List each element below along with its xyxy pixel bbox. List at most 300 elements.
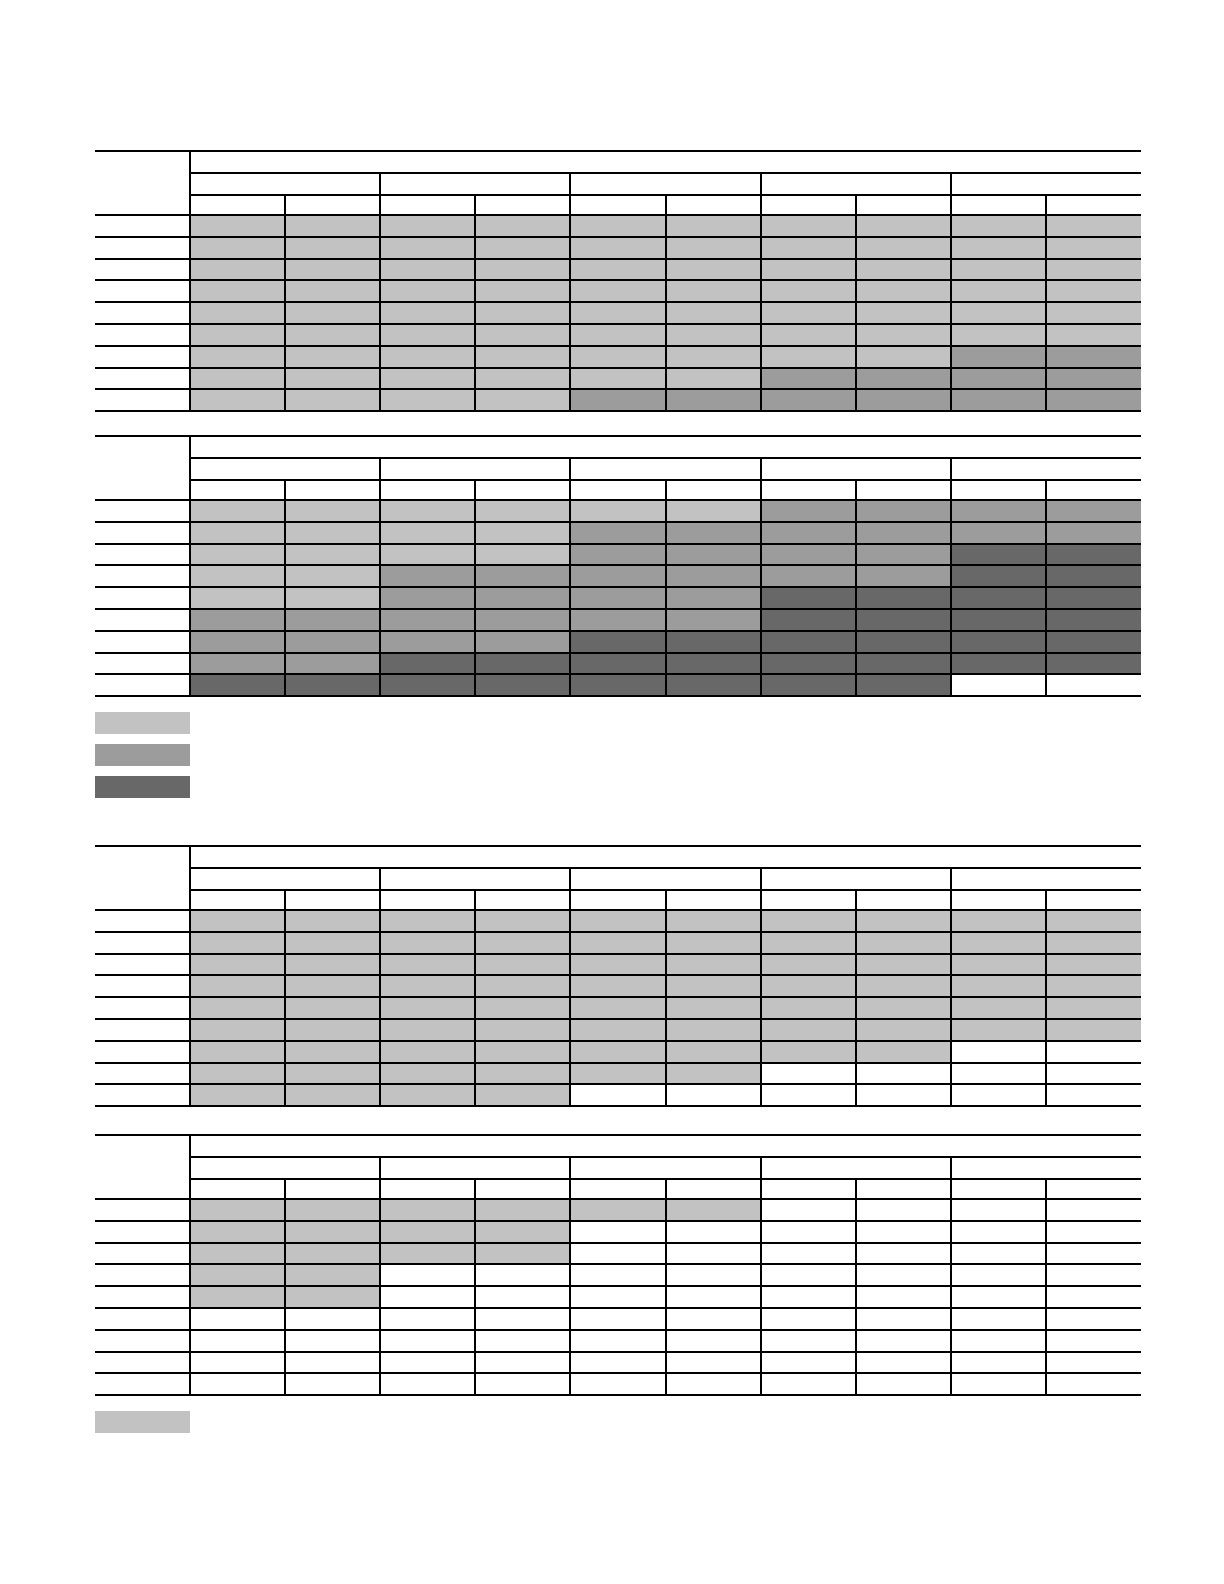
table-2-cell — [190, 544, 285, 566]
table-4-label-divider — [189, 1134, 191, 1395]
table-2-row-rule — [95, 564, 1141, 566]
table-3-cell — [951, 975, 1046, 997]
table-1-cell — [1046, 237, 1141, 259]
table-3-cell — [285, 997, 380, 1019]
table-1-cell — [951, 259, 1046, 281]
table-1-cell — [761, 259, 856, 281]
table-3-cell — [570, 954, 665, 976]
table-2-cell — [666, 544, 761, 566]
table-1-cell — [380, 237, 475, 259]
table-1-cell — [475, 346, 570, 368]
table-1-label-divider — [189, 150, 191, 411]
table-2-cell — [951, 609, 1046, 631]
table-1-cell — [761, 237, 856, 259]
table-2-cell — [761, 609, 856, 631]
table-1-cell — [190, 215, 285, 237]
table-4-sub-divider — [1045, 1178, 1047, 1395]
table-1-group-divider — [950, 172, 952, 411]
table-3-cell — [666, 975, 761, 997]
table-2-cell — [475, 674, 570, 696]
table-2-cell — [761, 587, 856, 609]
table-1-cell — [570, 346, 665, 368]
table-2-cell — [190, 631, 285, 653]
table-3-cell — [570, 975, 665, 997]
table-3-cell — [190, 997, 285, 1019]
table-2-row-rule — [95, 521, 1141, 523]
table-2-cell — [475, 500, 570, 522]
table-1-cell — [475, 368, 570, 390]
table-3-cell — [475, 975, 570, 997]
table-1-cell — [761, 324, 856, 346]
table-3-cell — [1046, 910, 1141, 932]
table-2-cell — [1046, 609, 1141, 631]
table-3-cell — [475, 910, 570, 932]
table-3-cell — [380, 932, 475, 954]
table-4-cell — [475, 1199, 570, 1221]
table-2-cell — [856, 587, 951, 609]
table-2-cell — [570, 565, 665, 587]
table-1-group-divider — [760, 172, 762, 411]
table-3-cell — [856, 975, 951, 997]
table-2-row-rule — [95, 586, 1141, 588]
table-4-row-rule — [95, 1263, 1141, 1265]
table-2-cell — [475, 587, 570, 609]
table-3-cell — [570, 1063, 665, 1085]
legend-swatch-L — [95, 1411, 190, 1433]
table-1-row-rule — [95, 345, 1141, 347]
table-3-cell — [190, 1063, 285, 1085]
table-2-cell — [761, 653, 856, 675]
table-1-cell — [475, 237, 570, 259]
table-2-cell — [856, 544, 951, 566]
table-2-cell — [190, 674, 285, 696]
table-3-cell — [1046, 997, 1141, 1019]
table-2-cell — [951, 522, 1046, 544]
table-1-cell — [1046, 302, 1141, 324]
table-2-cell — [666, 609, 761, 631]
table-2-cell — [1046, 653, 1141, 675]
table-2-cell — [380, 653, 475, 675]
table-2-cell — [380, 674, 475, 696]
table-2-cell — [856, 653, 951, 675]
table-4-sub-divider — [474, 1178, 476, 1395]
table-3-sub-divider — [1045, 889, 1047, 1106]
table-1-cell — [285, 237, 380, 259]
table-3-cell — [951, 932, 1046, 954]
table-1-cell — [666, 215, 761, 237]
table-2-sub-divider — [284, 479, 286, 696]
table-2-cell — [951, 653, 1046, 675]
table-3-cell — [951, 954, 1046, 976]
table-1-cell — [285, 346, 380, 368]
table-3-cell — [666, 1063, 761, 1085]
table-3-cell — [570, 932, 665, 954]
table-2-row-rule — [95, 608, 1141, 610]
table-3-row-rule — [95, 1105, 1141, 1107]
table-2-cell — [761, 631, 856, 653]
table-3-cell — [856, 954, 951, 976]
table-2-cell — [380, 544, 475, 566]
table-1-sub-divider — [474, 194, 476, 411]
table-3-cell — [190, 910, 285, 932]
table-3-top-rule — [95, 845, 1141, 847]
table-1-cell — [190, 324, 285, 346]
table-1-cell — [190, 280, 285, 302]
table-1-cell — [666, 280, 761, 302]
table-2-group-rule — [190, 457, 1141, 459]
table-3-cell — [475, 1084, 570, 1106]
table-2-group-divider — [379, 457, 381, 696]
table-2-cell — [666, 587, 761, 609]
table-1-row-rule — [95, 279, 1141, 281]
table-4-row-rule — [95, 1220, 1141, 1222]
table-1-cell — [570, 302, 665, 324]
table-1-cell — [570, 237, 665, 259]
table-2-cell — [951, 544, 1046, 566]
table-1-cell — [475, 215, 570, 237]
table-2-cell — [856, 565, 951, 587]
table-3-sub-divider — [855, 889, 857, 1106]
table-1-cell — [856, 346, 951, 368]
table-4-group-divider — [569, 1156, 571, 1395]
table-1-cell — [666, 346, 761, 368]
table-1-cell — [761, 215, 856, 237]
table-2-cell — [570, 522, 665, 544]
table-3-row-rule — [95, 1062, 1141, 1064]
table-1-cell — [666, 302, 761, 324]
table-4-group-divider — [950, 1156, 952, 1395]
table-2-cell — [190, 609, 285, 631]
table-1-cell — [475, 302, 570, 324]
table-1-cell — [1046, 368, 1141, 390]
table-4-cell — [285, 1199, 380, 1221]
table-2-cell — [1046, 587, 1141, 609]
legend-swatch-L — [95, 712, 190, 734]
table-3-cell — [475, 1063, 570, 1085]
table-3-cell — [380, 1084, 475, 1106]
table-3-cell — [570, 1041, 665, 1063]
table-1-cell — [951, 280, 1046, 302]
table-4-cell — [190, 1199, 285, 1221]
table-1-cell — [666, 324, 761, 346]
table-3-cell — [1046, 932, 1141, 954]
table-3-cell — [285, 1063, 380, 1085]
table-2-cell — [666, 565, 761, 587]
table-3-row-rule — [95, 996, 1141, 998]
table-2-cell — [285, 500, 380, 522]
table-2-cell — [856, 500, 951, 522]
table-2-cell — [380, 522, 475, 544]
table-3-cell — [380, 997, 475, 1019]
table-1-sub-divider — [855, 194, 857, 411]
table-1-cell — [856, 259, 951, 281]
table-2-row-rule — [95, 652, 1141, 654]
table-3-group-rule — [190, 867, 1141, 869]
table-3-cell — [190, 954, 285, 976]
table-1-row-rule — [95, 410, 1141, 412]
table-3-cell — [475, 1019, 570, 1041]
table-1-cell — [856, 389, 951, 411]
table-3-row-rule — [95, 1018, 1141, 1020]
table-2-row-rule — [95, 499, 1141, 501]
table-3-cell — [666, 910, 761, 932]
table-4-cell — [666, 1199, 761, 1221]
table-3-cell — [380, 910, 475, 932]
table-2-row-rule — [95, 673, 1141, 675]
table-1-cell — [666, 368, 761, 390]
table-2-cell — [666, 631, 761, 653]
table-3-cell — [761, 1019, 856, 1041]
table-4-cell — [285, 1243, 380, 1265]
table-3-cell — [190, 1019, 285, 1041]
table-1-cell — [285, 324, 380, 346]
table-1-cell — [380, 280, 475, 302]
table-1-cell — [761, 389, 856, 411]
table-4-group-divider — [760, 1156, 762, 1395]
table-2-cell — [761, 565, 856, 587]
table-1-cell — [190, 302, 285, 324]
table-3-cell — [761, 932, 856, 954]
table-1-cell — [570, 280, 665, 302]
table-4-cell — [475, 1243, 570, 1265]
table-2-cell — [190, 522, 285, 544]
table-3-cell — [1046, 1019, 1141, 1041]
table-1-cell — [856, 324, 951, 346]
table-2-cell — [285, 544, 380, 566]
table-2-cell — [856, 674, 951, 696]
table-1-cell — [570, 389, 665, 411]
table-2-sub-divider — [1045, 479, 1047, 696]
table-1-cell — [761, 280, 856, 302]
table-1-cell — [285, 215, 380, 237]
table-1-cell — [951, 324, 1046, 346]
table-1-cell — [856, 237, 951, 259]
table-1-cell — [1046, 389, 1141, 411]
table-3-cell — [666, 932, 761, 954]
table-3-cell — [761, 997, 856, 1019]
table-2-cell — [951, 500, 1046, 522]
table-3-cell — [761, 1041, 856, 1063]
table-1-cell — [666, 237, 761, 259]
table-1-cell — [1046, 280, 1141, 302]
table-1-cell — [1046, 259, 1141, 281]
table-1-cell — [380, 259, 475, 281]
table-2-cell — [475, 609, 570, 631]
table-2-cell — [856, 609, 951, 631]
table-3-cell — [761, 910, 856, 932]
table-1-group-rule — [190, 172, 1141, 174]
table-3-cell — [856, 1041, 951, 1063]
table-1-cell — [190, 389, 285, 411]
table-3-cell — [380, 1019, 475, 1041]
table-3-cell — [285, 1019, 380, 1041]
table-1-cell — [856, 302, 951, 324]
table-3-cell — [570, 997, 665, 1019]
legend-swatch-D — [95, 776, 190, 798]
table-2-cell — [570, 544, 665, 566]
table-3-cell — [761, 975, 856, 997]
table-2-cell — [951, 631, 1046, 653]
table-1-group-divider — [379, 172, 381, 411]
table-4-sub-divider — [855, 1178, 857, 1395]
table-2-sub-divider — [665, 479, 667, 696]
table-4-row-rule — [95, 1307, 1141, 1309]
table-1-sub-divider — [284, 194, 286, 411]
table-1-cell — [380, 368, 475, 390]
table-2-cell — [1046, 631, 1141, 653]
table-3-cell — [475, 997, 570, 1019]
table-1-row-rule — [95, 323, 1141, 325]
table-2-cell — [666, 674, 761, 696]
table-2-cell — [570, 674, 665, 696]
table-1-cell — [856, 215, 951, 237]
table-2-cell — [1046, 544, 1141, 566]
table-1-cell — [856, 280, 951, 302]
table-2-cell — [190, 587, 285, 609]
table-3-cell — [570, 1019, 665, 1041]
table-2-sub-divider — [474, 479, 476, 696]
table-3-cell — [951, 997, 1046, 1019]
table-2-cell — [475, 653, 570, 675]
table-2-cell — [475, 565, 570, 587]
table-3-cell — [380, 1063, 475, 1085]
table-1-cell — [951, 389, 1046, 411]
table-4-row-rule — [95, 1351, 1141, 1353]
table-1-cell — [190, 259, 285, 281]
table-1-cell — [951, 346, 1046, 368]
table-1-cell — [666, 259, 761, 281]
table-1-cell — [761, 346, 856, 368]
table-3-cell — [190, 975, 285, 997]
table-4-cell — [285, 1264, 380, 1286]
table-1-cell — [856, 368, 951, 390]
table-2-group-divider — [950, 457, 952, 696]
table-2-cell — [285, 587, 380, 609]
table-1-cell — [380, 389, 475, 411]
table-4-row-rule — [95, 1372, 1141, 1374]
table-4-cell — [190, 1286, 285, 1308]
table-2-cell — [285, 653, 380, 675]
table-3-cell — [190, 1041, 285, 1063]
table-4-cell — [570, 1199, 665, 1221]
table-2-cell — [951, 587, 1046, 609]
table-3-cell — [285, 1084, 380, 1106]
table-2-cell — [190, 653, 285, 675]
table-2-row-rule — [95, 695, 1141, 697]
table-2-cell — [190, 565, 285, 587]
table-2-cell — [570, 500, 665, 522]
table-1-cell — [190, 368, 285, 390]
table-2-cell — [1046, 522, 1141, 544]
table-2-cell — [570, 631, 665, 653]
table-2-cell — [761, 544, 856, 566]
table-1-row-rule — [95, 258, 1141, 260]
table-4-cell — [475, 1221, 570, 1243]
table-3-row-rule — [95, 953, 1141, 955]
table-1-cell — [475, 259, 570, 281]
table-2-cell — [761, 500, 856, 522]
table-2-cell — [285, 522, 380, 544]
table-1-cell — [285, 302, 380, 324]
table-2-cell — [666, 653, 761, 675]
table-3-cell — [285, 910, 380, 932]
table-2-top-rule — [95, 435, 1141, 437]
table-1-group-divider — [569, 172, 571, 411]
table-4-cell — [380, 1243, 475, 1265]
table-2-cell — [475, 522, 570, 544]
table-3-group-divider — [760, 867, 762, 1106]
table-2-cell — [380, 587, 475, 609]
table-1-cell — [475, 324, 570, 346]
table-3-label-divider — [189, 845, 191, 1106]
table-2-group-divider — [760, 457, 762, 696]
table-4-row-rule — [95, 1329, 1141, 1331]
table-1-cell — [1046, 324, 1141, 346]
table-3-cell — [951, 1019, 1046, 1041]
table-1-cell — [570, 259, 665, 281]
table-1-cell — [666, 389, 761, 411]
table-1-cell — [951, 215, 1046, 237]
table-1-row-rule — [95, 388, 1141, 390]
table-1-cell — [380, 324, 475, 346]
table-2-cell — [380, 609, 475, 631]
table-4-sub-divider — [284, 1178, 286, 1395]
table-2-cell — [570, 587, 665, 609]
table-3-row-rule — [95, 1083, 1141, 1085]
table-4-cell — [380, 1199, 475, 1221]
table-2-cell — [761, 674, 856, 696]
table-3-row-rule — [95, 1040, 1141, 1042]
table-3-sub-divider — [284, 889, 286, 1106]
table-1-cell — [570, 368, 665, 390]
table-3-cell — [570, 910, 665, 932]
table-3-cell — [475, 1041, 570, 1063]
table-1-cell — [285, 368, 380, 390]
table-1-cell — [285, 259, 380, 281]
table-4-cell — [380, 1221, 475, 1243]
table-3-cell — [285, 1041, 380, 1063]
table-3-sub-divider — [665, 889, 667, 1106]
table-3-cell — [475, 932, 570, 954]
table-3-sub-divider — [474, 889, 476, 1106]
table-3-group-divider — [950, 867, 952, 1106]
table-3-cell — [285, 975, 380, 997]
table-1-cell — [570, 215, 665, 237]
table-3-cell — [666, 954, 761, 976]
table-1-cell — [1046, 346, 1141, 368]
table-4-group-divider — [379, 1156, 381, 1395]
table-4-row-rule — [95, 1394, 1141, 1396]
table-3-cell — [666, 1041, 761, 1063]
table-1-sub-divider — [1045, 194, 1047, 411]
table-3-row-rule — [95, 974, 1141, 976]
table-3-row-rule — [95, 931, 1141, 933]
table-2-cell — [951, 565, 1046, 587]
table-3-cell — [761, 954, 856, 976]
table-2-cell — [856, 631, 951, 653]
table-1-cell — [380, 302, 475, 324]
table-3-cell — [856, 932, 951, 954]
table-1-row-rule — [95, 236, 1141, 238]
table-4-row-rule — [95, 1198, 1141, 1200]
table-1-cell — [761, 302, 856, 324]
table-1-sub-divider — [665, 194, 667, 411]
table-3-cell — [190, 932, 285, 954]
table-4-cell — [285, 1221, 380, 1243]
table-2-cell — [856, 522, 951, 544]
table-1-cell — [1046, 215, 1141, 237]
table-2-cell — [761, 522, 856, 544]
